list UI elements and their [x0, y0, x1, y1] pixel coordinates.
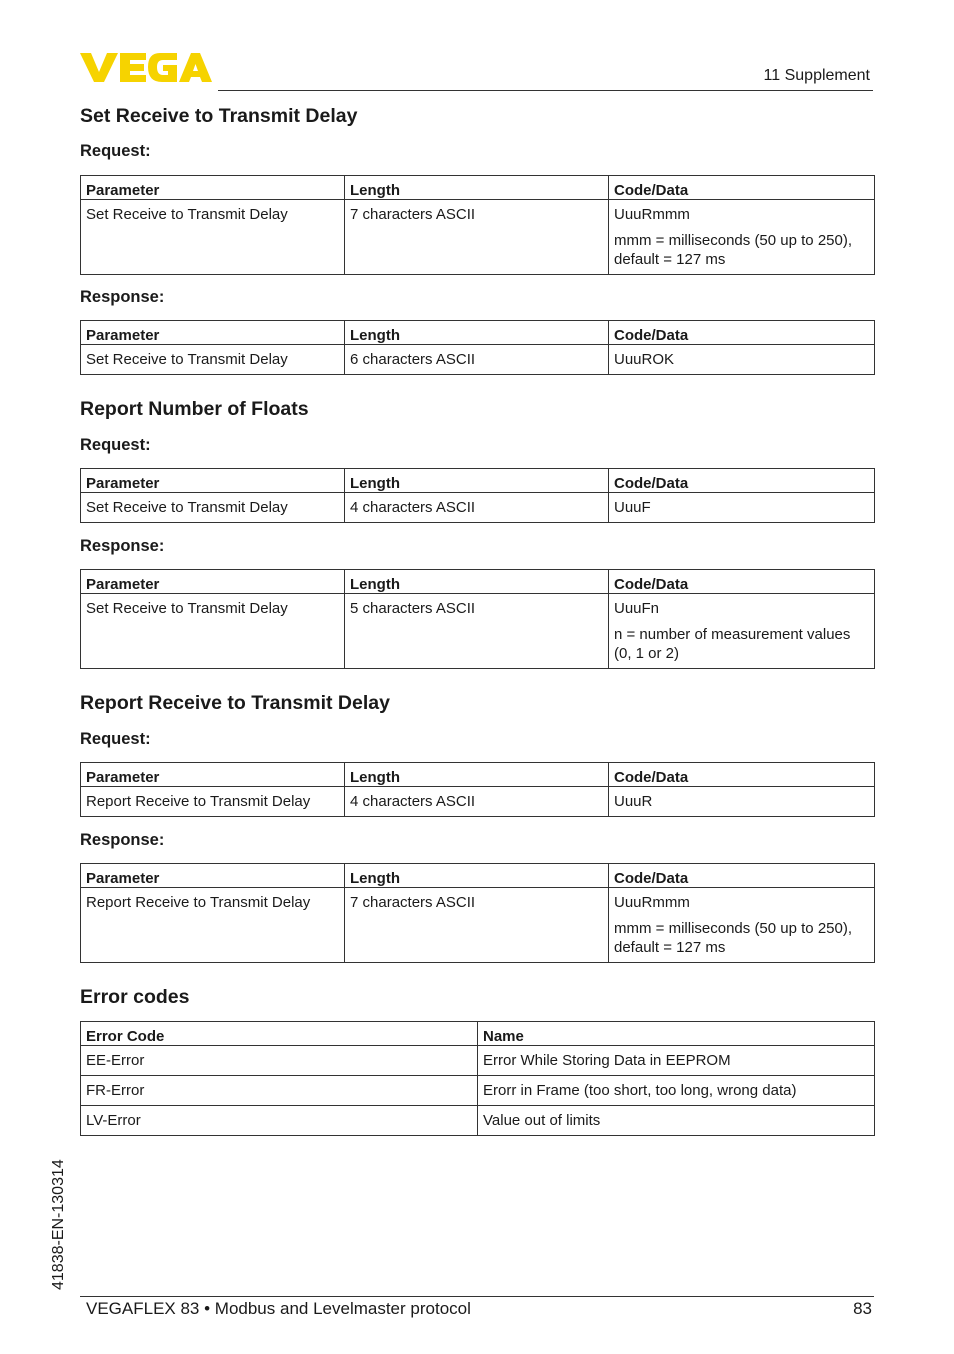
table-row [81, 200, 875, 275]
request-table [80, 468, 875, 523]
code-value: UuuRmmm [614, 894, 690, 911]
length-cell: 7 characters ASCII [345, 200, 609, 275]
column-header: Length [345, 570, 609, 594]
parameter-cell: Report Receive to Transmit Delay [81, 888, 345, 963]
table-header-row [81, 864, 875, 888]
column-header: Length [345, 763, 609, 787]
page-number: 83 [853, 1299, 872, 1318]
table-header-row [81, 1022, 875, 1046]
code-cell [609, 888, 875, 963]
column-header: Error Code [81, 1022, 478, 1046]
column-header: Length [345, 321, 609, 345]
request-label: Request: [80, 436, 151, 454]
parameter-cell: Set Receive to Transmit Delay [81, 345, 345, 375]
code-cell: UuuR [609, 787, 875, 817]
column-header: Parameter [81, 469, 345, 493]
code-note: n = number of measurement values (0, 1 or 2) [614, 626, 851, 662]
parameter-cell: Set Receive to Transmit Delay [81, 594, 345, 669]
length-cell: 7 characters ASCII [345, 888, 609, 963]
length-cell: 5 characters ASCII [345, 594, 609, 669]
column-header: Code/Data [609, 864, 875, 888]
code-cell: UuuROK [609, 345, 875, 375]
error-code-cell: EE-Error [81, 1046, 478, 1076]
footer-title: VEGAFLEX 83 • Modbus and Levelmaster protocol [86, 1299, 471, 1318]
section-label: 11 Supplement [763, 67, 870, 84]
parameter-cell: Report Receive to Transmit Delay [81, 787, 345, 817]
response-table [80, 320, 875, 375]
vega-logo [80, 50, 212, 84]
table-header-row [81, 763, 875, 787]
table-row [81, 1076, 875, 1106]
table-row [81, 888, 875, 963]
length-cell: 6 characters ASCII [345, 345, 609, 375]
column-header: Parameter [81, 176, 345, 200]
code-cell: UuuF [609, 493, 875, 523]
error-name-cell: Error While Storing Data in EEPROM [478, 1046, 875, 1076]
code-note: mmm = milliseconds (50 up to 250), default = 127 ms [614, 232, 853, 268]
section-title: Report Receive to Transmit Delay [80, 692, 390, 714]
column-header: Length [345, 864, 609, 888]
table-row [81, 345, 875, 375]
table-header-row [81, 469, 875, 493]
parameter-cell: Set Receive to Transmit Delay [81, 200, 345, 275]
request-table [80, 175, 875, 275]
section-title: Set Receive to Transmit Delay [80, 105, 358, 127]
response-table [80, 569, 875, 669]
column-header: Code/Data [609, 176, 875, 200]
response-label: Response: [80, 831, 165, 849]
code-note: mmm = milliseconds (50 up to 250), default = 127 ms [614, 920, 853, 956]
response-table [80, 863, 875, 963]
column-header: Parameter [81, 763, 345, 787]
column-header: Name [478, 1022, 875, 1046]
parameter-cell: Set Receive to Transmit Delay [81, 493, 345, 523]
table-row [81, 787, 875, 817]
header-rule [218, 90, 873, 91]
error-code-cell: FR-Error [81, 1076, 478, 1106]
code-cell [609, 594, 875, 669]
error-codes-table [80, 1021, 875, 1136]
request-label: Request: [80, 142, 151, 160]
request-label: Request: [80, 730, 151, 748]
column-header: Code/Data [609, 469, 875, 493]
table-header-row [81, 176, 875, 200]
table-header-row [81, 570, 875, 594]
column-header: Length [345, 176, 609, 200]
table-row [81, 1106, 875, 1136]
column-header: Code/Data [609, 570, 875, 594]
column-header: Length [345, 469, 609, 493]
column-header: Code/Data [609, 763, 875, 787]
column-header: Parameter [81, 864, 345, 888]
section-title: Report Number of Floats [80, 398, 309, 420]
table-header-row [81, 321, 875, 345]
error-name-cell: Value out of limits [478, 1106, 875, 1136]
length-cell: 4 characters ASCII [345, 493, 609, 523]
document-code: 41838-EN-130314 [50, 1159, 67, 1290]
response-label: Response: [80, 537, 165, 555]
response-label: Response: [80, 288, 165, 306]
error-name-cell: Erorr in Frame (too short, too long, wrong data) [478, 1076, 875, 1106]
code-value: UuuRmmm [614, 206, 690, 223]
column-header: Parameter [81, 321, 345, 345]
code-value: UuuFn [614, 600, 660, 617]
error-codes-title: Error codes [80, 986, 190, 1008]
table-row [81, 493, 875, 523]
request-table [80, 762, 875, 817]
code-cell [609, 200, 875, 275]
length-cell: 4 characters ASCII [345, 787, 609, 817]
column-header: Parameter [81, 570, 345, 594]
footer-rule [80, 1296, 874, 1297]
table-row [81, 1046, 875, 1076]
table-row [81, 594, 875, 669]
error-code-cell: LV-Error [81, 1106, 478, 1136]
column-header: Code/Data [609, 321, 875, 345]
